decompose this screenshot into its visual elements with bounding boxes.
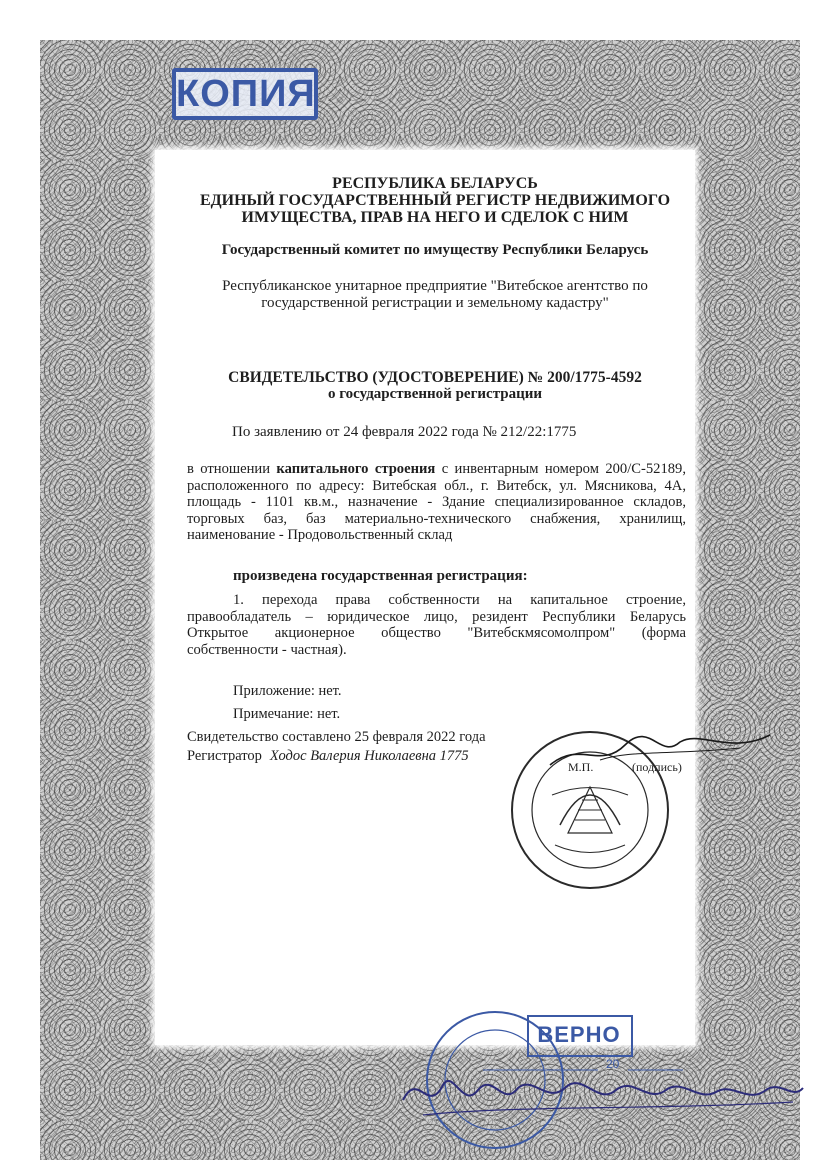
registration-item: 1. перехода права собственности на капитальное строение, правообладатель – юридическое лицо, резидент Республики Беларусь Открытое акционерное общество "Витебскмясомолпром" (форма собственности - частная). [187, 592, 686, 658]
signature-label: (подпись) [632, 760, 682, 774]
registrar-signature-icon [540, 720, 780, 780]
object-details: с инвентарным номером 200/С-52189, расположенного по адресу: Витебская обл., г. Витебск, ул. Мясникова, 4А, площадь - 1101 кв.м., назначение - Здание специализированное складов, торговых баз, баз материально-технического снабжения, хранилищ, наименование - Продовольственный склад [187, 461, 686, 544]
application-reference: По заявлению от 24 февраля 2022 года № 212/22:1775 [232, 424, 577, 440]
registrar-name: Ходос Валерия Николаевна 1775 [269, 748, 469, 764]
registry-heading: ЕДИНЫЙ ГОСУДАРСТВЕННЫЙ РЕГИСТР НЕДВИЖИМОГО [199, 192, 671, 209]
copy-stamp: КОПИЯ [172, 68, 318, 120]
handwritten-signature-icon [398, 1060, 808, 1130]
certificate-subtitle: о государственной регистрации [327, 386, 543, 402]
certificate-title: СВИДЕТЕЛЬСТВО (УДОСТОВЕРЕНИЕ) № 200/1775-4592 [228, 369, 642, 386]
issued-date-line: Свидетельство составлено 25 февраля 2022 года [187, 729, 486, 745]
object-type: капитального строения [276, 461, 436, 477]
registrar-label: Регистратор [187, 748, 262, 764]
verified-stamp: ВЕРНО [537, 1022, 621, 1047]
registration-heading: произведена государственная регистрация: [233, 568, 528, 584]
object-prefix: в отношении [187, 461, 277, 477]
registrar-line [187, 748, 469, 765]
note-line: Примечание: нет. [233, 706, 341, 722]
enterprise-name: Республиканское унитарное предприятие "Витебское агентство по государственной регистрации и земельному кадастру" [222, 278, 648, 311]
seal-place-label: М.П. [568, 760, 594, 774]
registry-heading-continued: ИМУЩЕСТВА, ПРАВ НА НЕГО И СДЕЛОК С НИМ [241, 209, 629, 226]
attachment-line: Приложение: нет. [233, 683, 342, 699]
country-heading: РЕСПУБЛИКА БЕЛАРУСЬ [332, 175, 538, 192]
object-description [187, 461, 686, 544]
committee-name: Государственный комитет по имуществу Республики Беларусь [221, 242, 649, 258]
verified-date-suffix: 20 [606, 1057, 620, 1071]
